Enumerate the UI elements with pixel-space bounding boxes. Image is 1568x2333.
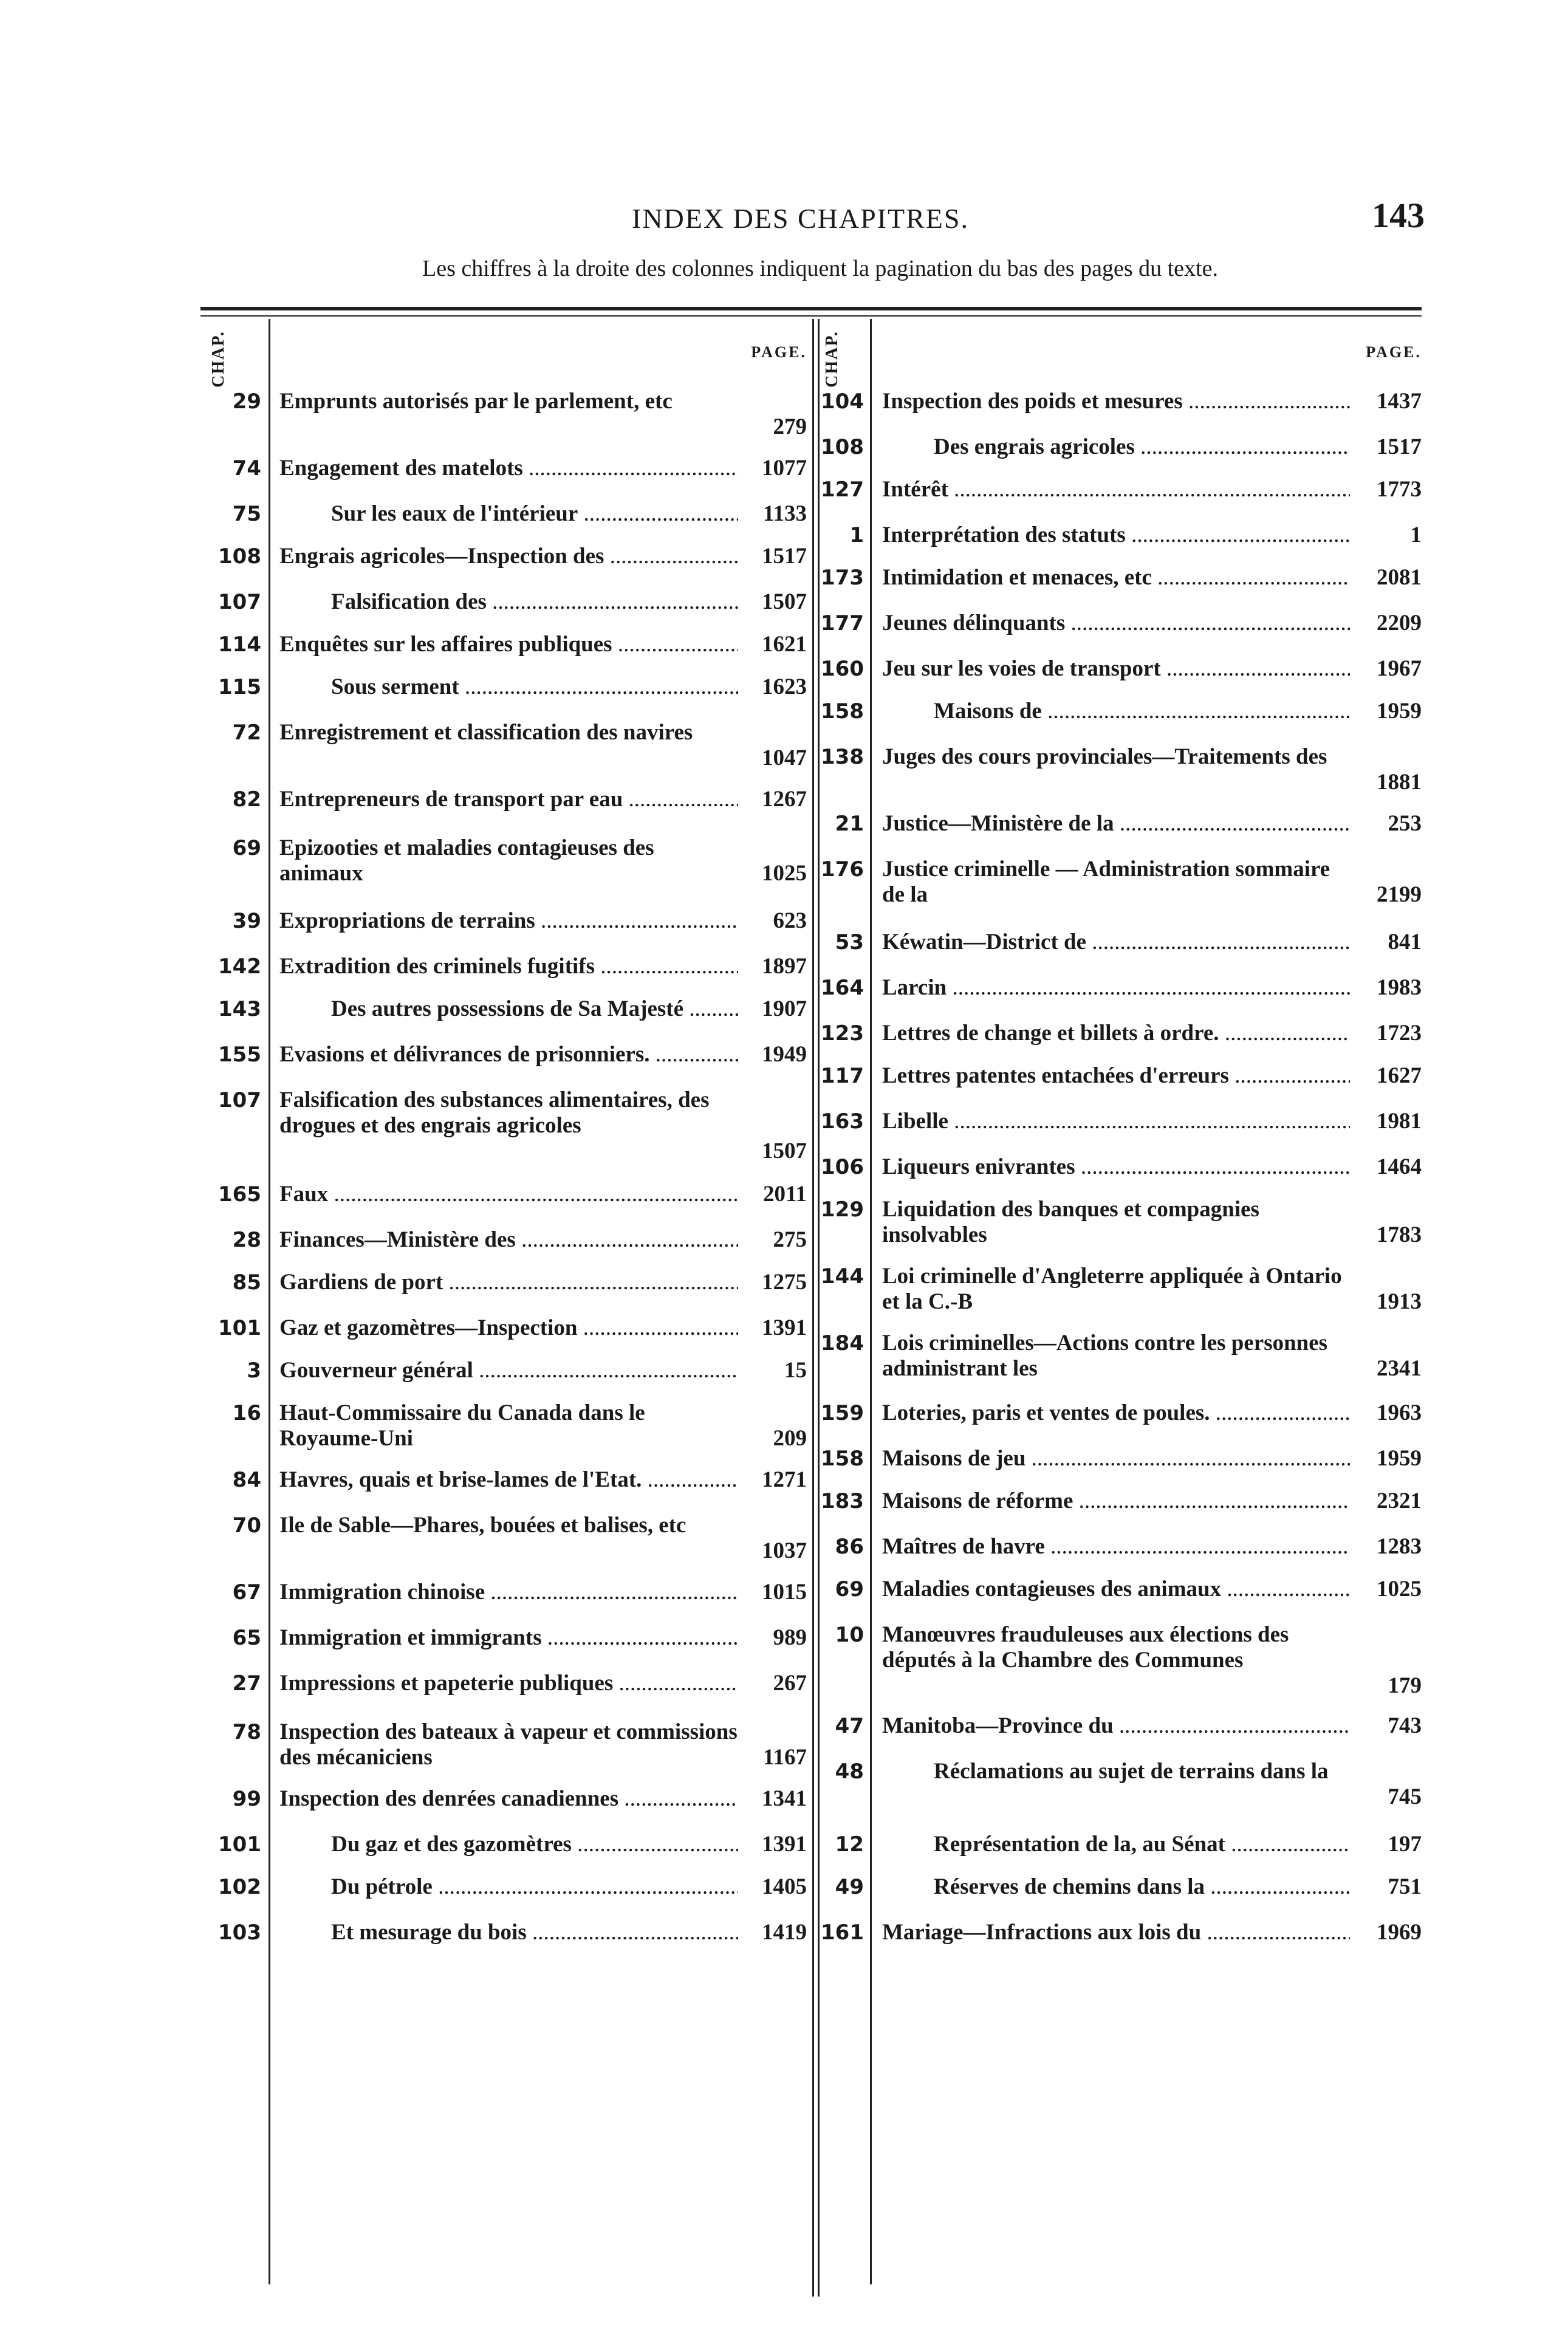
chapter-number: 65 — [232, 1626, 261, 1650]
entry-title: Emprunts autorisés par le parlement, etc — [279, 389, 673, 414]
entry-title: Interprétation des statuts ..... — [882, 522, 1350, 548]
chapter-number: 158 — [821, 699, 864, 724]
page-reference: 1981 — [1377, 1109, 1422, 1134]
left-index-row — [200, 1671, 814, 1696]
entry-title: Réclamations au sujet de terrains dans la — [934, 1759, 1329, 1784]
page-column-header: PAGE. — [1366, 343, 1422, 361]
left-index-row — [200, 1042, 814, 1067]
chapter-number: 74 — [232, 456, 261, 481]
left-index-row — [200, 720, 814, 771]
chapter-number: 47 — [835, 1714, 864, 1738]
page-reference: 2011 — [763, 1182, 807, 1207]
chapter-number: 165 — [218, 1182, 261, 1207]
chapter-number: 16 — [232, 1401, 261, 1425]
entry-title: Inspection des denrées canadiennes ..... — [279, 1786, 738, 1812]
page-reference: 745 — [1388, 1784, 1422, 1809]
chapter-number: 101 — [218, 1316, 261, 1340]
right-index-row — [814, 656, 1428, 682]
page-reference: 1621 — [762, 632, 807, 657]
entry-title: Sur les eaux de l'intérieur ..... — [279, 501, 738, 527]
page-reference: 1167 — [763, 1745, 807, 1770]
entry-title: Falsification des ..... — [279, 589, 738, 615]
chapter-number: 155 — [218, 1043, 261, 1067]
chapter-number: 161 — [821, 1920, 864, 1945]
chapter-number: 108 — [821, 435, 864, 459]
left-index-row — [200, 544, 814, 569]
chap-header-label: CHAP. — [823, 331, 841, 388]
entry-title: Représentation de la, au Sénat ..... — [882, 1832, 1350, 1857]
right-index-row — [814, 477, 1428, 502]
chapter-number: 86 — [835, 1535, 864, 1559]
page-number: 143 — [1372, 196, 1425, 235]
right-index-row — [814, 1759, 1428, 1810]
right-index-row — [814, 1446, 1428, 1471]
right-index-row — [814, 611, 1428, 636]
chap-column-header — [200, 319, 237, 392]
entry-title: Justice criminelle — Administration sommaire de la — [882, 857, 1330, 907]
right-index-row — [814, 1021, 1428, 1046]
chapter-number: 108 — [218, 544, 261, 569]
left-index-row — [200, 1580, 814, 1605]
entry-title: Haut-Commissaire du Canada dans le Royaume-Uni — [279, 1400, 645, 1451]
page-reference: 1419 — [762, 1920, 807, 1945]
right-index-row — [814, 1577, 1428, 1602]
left-index-row — [200, 589, 814, 615]
entry-title: Evasions et délivrances de prisonniers. ..... — [279, 1042, 738, 1067]
page-reference: 841 — [1388, 930, 1422, 954]
page-reference: 1723 — [1377, 1021, 1422, 1046]
page-reference: 751 — [1388, 1874, 1422, 1899]
chapter-number: 101 — [218, 1832, 261, 1857]
left-index-row — [200, 1719, 814, 1770]
entry-title: Mariage—Infractions aux lois du ..... — [882, 1920, 1350, 1945]
entry-title: Gouverneur général ..... — [279, 1358, 738, 1383]
entry-title: Réserves de chemins dans la ..... — [882, 1874, 1350, 1900]
chapter-number: 106 — [821, 1155, 864, 1179]
right-index-row — [814, 744, 1428, 795]
chapter-number: 48 — [835, 1759, 864, 1784]
entry-title: Larcin ..... — [882, 975, 1350, 1001]
chapter-number: 115 — [218, 675, 261, 699]
chapter-number: 142 — [218, 954, 261, 979]
chapter-number: 127 — [821, 478, 864, 502]
page-reference: 1949 — [762, 1042, 807, 1067]
page-reference: 1773 — [1377, 477, 1422, 502]
page-reference: 1507 — [762, 589, 807, 614]
page-reference: 623 — [773, 908, 807, 933]
chapter-number: 78 — [232, 1720, 261, 1744]
entry-title: Manitoba—Province du ..... — [882, 1713, 1350, 1739]
entry-title: Inspection des bateaux à vapeur et commissions des mécaniciens — [279, 1719, 738, 1770]
page-reference: 743 — [1388, 1713, 1422, 1738]
right-index-row — [814, 1063, 1428, 1089]
page-reference: 2321 — [1377, 1489, 1422, 1513]
left-index-row — [200, 1832, 814, 1857]
left-index-row — [200, 1467, 814, 1493]
entry-title: Lois criminelles—Actions contre les personnes administrant les — [882, 1331, 1328, 1381]
chapter-number: 177 — [821, 611, 864, 635]
entry-title: Jeunes délinquants ..... — [882, 611, 1350, 636]
right-index-row — [814, 930, 1428, 955]
right-index-row — [814, 1713, 1428, 1739]
entry-title: Expropriations de terrains ..... — [279, 908, 738, 934]
chapter-number: 144 — [821, 1264, 864, 1289]
right-column — [814, 319, 1428, 2297]
entry-title: Maîtres de havre ..... — [882, 1534, 1350, 1560]
left-index-row — [200, 1786, 814, 1812]
entry-title: Sous serment ..... — [279, 674, 738, 700]
page-reference: 1517 — [1377, 434, 1422, 459]
right-index-row — [814, 434, 1428, 460]
entry-title: Maisons de jeu ..... — [882, 1446, 1350, 1471]
chapter-number: 3 — [247, 1358, 261, 1383]
entry-title: Extradition des criminels fugitifs ..... — [279, 954, 738, 979]
chapter-number: 183 — [821, 1489, 864, 1513]
entry-title: Engrais agricoles—Inspection des ..... — [279, 544, 738, 569]
page-reference: 1913 — [1377, 1289, 1422, 1314]
right-index-row — [814, 1154, 1428, 1180]
chapter-number: 72 — [232, 721, 261, 745]
left-index-row — [200, 1088, 814, 1164]
entry-title: Intérêt ..... — [882, 477, 1350, 502]
left-index-row — [200, 1315, 814, 1341]
chapter-number: 53 — [835, 930, 864, 954]
page-reference: 1133 — [763, 501, 807, 526]
page-reference: 1077 — [762, 456, 807, 481]
chapter-number: 104 — [821, 389, 864, 414]
page-reference: 209 — [773, 1426, 807, 1451]
entry-title: Maisons de réforme ..... — [882, 1489, 1350, 1514]
chapter-number: 129 — [821, 1197, 864, 1222]
chapter-number: 10 — [835, 1623, 864, 1647]
entry-title: Entrepreneurs de transport par eau ..... — [279, 787, 738, 812]
page-reference: 1025 — [762, 861, 807, 886]
left-index-row — [200, 456, 814, 481]
page-reference: 1963 — [1377, 1400, 1422, 1425]
entry-title: Gardiens de port ..... — [279, 1270, 738, 1295]
chapter-number: 70 — [232, 1513, 261, 1538]
page-reference: 1275 — [762, 1270, 807, 1295]
entry-title: Du gaz et des gazomètres ..... — [279, 1832, 738, 1857]
entry-title: Des autres possessions de Sa Majesté ..... — [279, 996, 738, 1022]
page-reference: 1783 — [1377, 1222, 1422, 1247]
entry-title: Havres, quais et brise-lames de l'Etat. ..... — [279, 1467, 738, 1493]
chapter-number: 85 — [232, 1270, 261, 1295]
entry-title: Juges des cours provinciales—Traitements des — [882, 744, 1327, 769]
entry-title: Epizooties et maladies contagieuses des animaux — [279, 835, 654, 886]
left-index-row — [200, 1227, 814, 1253]
chapter-number: 27 — [232, 1671, 261, 1696]
page-reference: 15 — [784, 1358, 807, 1383]
page-reference: 1959 — [1377, 1446, 1422, 1471]
entry-title: Du pétrole ..... — [279, 1874, 738, 1900]
chapter-number: 107 — [218, 1088, 261, 1112]
page-reference: 1969 — [1377, 1920, 1422, 1945]
chapter-number: 28 — [232, 1228, 261, 1252]
chapter-number: 1 — [849, 523, 864, 547]
page-title: INDEX DES CHAPITRES. — [632, 203, 969, 234]
page-reference: 1959 — [1377, 699, 1422, 724]
page-reference: 1391 — [762, 1315, 807, 1340]
chapter-number: 21 — [835, 812, 864, 836]
right-index-row — [814, 1264, 1428, 1315]
right-index-row — [814, 522, 1428, 548]
entry-title: Intimidation et menaces, etc ..... — [882, 565, 1350, 591]
page-reference: 2341 — [1377, 1356, 1422, 1381]
page-reference: 1437 — [1377, 389, 1422, 414]
entry-title: Immigration chinoise ..... — [279, 1580, 738, 1605]
left-index-row — [200, 835, 814, 886]
left-column — [200, 319, 814, 2297]
left-index-row — [200, 1182, 814, 1207]
page-reference: 1 — [1410, 522, 1422, 547]
right-index-row — [814, 1622, 1428, 1699]
chapter-number: 12 — [835, 1832, 864, 1857]
left-index-row — [200, 1920, 814, 1945]
right-index-row — [814, 565, 1428, 591]
chapter-number: 158 — [821, 1447, 864, 1471]
left-index-row — [200, 908, 814, 934]
page-reference: 1271 — [762, 1467, 807, 1492]
page-reference: 1897 — [762, 954, 807, 979]
entry-title: Lettres de change et billets à ordre. ..... — [882, 1021, 1350, 1046]
chapter-number: 173 — [821, 566, 864, 590]
page-reference: 1907 — [762, 996, 807, 1021]
page-reference: 1405 — [762, 1874, 807, 1899]
chapter-number: 29 — [232, 389, 261, 414]
right-index-row — [814, 1489, 1428, 1514]
entry-title: Faux ..... — [279, 1182, 738, 1207]
chapter-number: 160 — [821, 657, 864, 681]
chapter-number: 143 — [218, 997, 261, 1021]
left-index-row — [200, 1625, 814, 1651]
entry-title: Enquêtes sur les affaires publiques ..... — [279, 632, 738, 657]
page-reference: 2209 — [1377, 611, 1422, 635]
page-reference: 279 — [773, 414, 807, 439]
right-index-row — [814, 1534, 1428, 1560]
right-index-row — [814, 1920, 1428, 1945]
entry-title: Falsification des substances alimentaires, des drogues et des engrais agricoles — [279, 1088, 710, 1138]
left-index-row — [200, 1270, 814, 1295]
chapter-number: 163 — [821, 1109, 864, 1134]
entry-title: Lettres patentes entachées d'erreurs ..... — [882, 1063, 1350, 1089]
entry-title: Inspection des poids et mesures ..... — [882, 389, 1350, 414]
page-reference: 267 — [773, 1671, 807, 1696]
chapter-number: 107 — [218, 590, 261, 614]
right-index-row — [814, 699, 1428, 724]
entry-title: Liquidation des banques et compagnies insolvables — [882, 1197, 1259, 1247]
entry-title: Engagement des matelots ..... — [279, 456, 738, 481]
page-reference: 1283 — [1377, 1534, 1422, 1559]
entry-title: Gaz et gazomètres—Inspection ..... — [279, 1315, 738, 1341]
left-index-row — [200, 674, 814, 700]
entry-title: Immigration et immigrants ..... — [279, 1625, 738, 1651]
entry-title: Des engrais agricoles ..... — [882, 434, 1350, 460]
left-index-row — [200, 1513, 814, 1564]
page-reference: 1507 — [762, 1139, 807, 1163]
left-index-row — [200, 501, 814, 527]
left-index-row — [200, 1874, 814, 1900]
chap-header-label: CHAP. — [209, 331, 228, 388]
entry-title: Finances—Ministère des ..... — [279, 1227, 738, 1253]
right-index-row — [814, 811, 1428, 837]
left-index-row — [200, 389, 814, 440]
entry-title: Jeu sur les voies de transport ..... — [882, 656, 1350, 682]
page-reference: 1881 — [1377, 770, 1422, 795]
page-reference: 1267 — [762, 787, 807, 812]
page-reference: 1517 — [762, 544, 807, 569]
entry-title: Maladies contagieuses des animaux ..... — [882, 1577, 1350, 1602]
right-index-row — [814, 1832, 1428, 1857]
chapter-number: 184 — [821, 1331, 864, 1355]
entry-title: Enregistrement et classification des navires — [279, 720, 693, 745]
chapter-number: 103 — [218, 1920, 261, 1945]
chapter-number: 49 — [835, 1875, 864, 1899]
right-index-row — [814, 1874, 1428, 1900]
chapter-number: 99 — [232, 1787, 261, 1811]
page-reference: 1967 — [1377, 656, 1422, 681]
page-reference: 1037 — [762, 1538, 807, 1563]
entry-title: Liqueurs enivrantes ..... — [882, 1154, 1350, 1180]
right-index-row — [814, 1197, 1428, 1248]
left-index-row — [200, 954, 814, 979]
right-index-row — [814, 1109, 1428, 1134]
chapter-number: 39 — [232, 909, 261, 933]
page-column-header: PAGE. — [751, 343, 807, 361]
page-reference: 197 — [1388, 1832, 1422, 1857]
page-reference: 1025 — [1377, 1577, 1422, 1602]
page-reference: 1627 — [1377, 1063, 1422, 1088]
entry-title: Kéwatin—District de ..... — [882, 930, 1350, 955]
left-index-row — [200, 1400, 814, 1451]
chapter-number: 138 — [821, 745, 864, 769]
page-reference: 275 — [773, 1227, 807, 1252]
right-index-row — [814, 1400, 1428, 1426]
entry-title: Justice—Ministère de la ..... — [882, 811, 1350, 837]
page-reference: 1015 — [762, 1580, 807, 1605]
page-reference: 253 — [1388, 811, 1422, 836]
top-rule-thin — [200, 315, 1422, 317]
right-index-row — [814, 975, 1428, 1001]
chapter-number: 69 — [835, 1577, 864, 1602]
right-index-row — [814, 1331, 1428, 1382]
page-reference: 1464 — [1377, 1154, 1422, 1179]
left-index-row — [200, 1358, 814, 1383]
chapter-number: 84 — [232, 1468, 261, 1492]
chapter-number: 102 — [218, 1875, 261, 1899]
page-reference: 2199 — [1377, 882, 1422, 907]
chapter-number: 123 — [821, 1021, 864, 1046]
page-reference: 1983 — [1377, 975, 1422, 1000]
page-header — [0, 191, 1568, 240]
page-reference: 1391 — [762, 1832, 807, 1857]
chapter-number: 164 — [821, 976, 864, 1000]
page-reference: 1623 — [762, 674, 807, 699]
page-reference: 1341 — [762, 1786, 807, 1811]
page-reference: 2081 — [1377, 565, 1422, 590]
entry-title: Libelle ..... — [882, 1109, 1350, 1134]
entry-title: Loi criminelle d'Angleterre appliquée à Ontario et la C.-B — [882, 1264, 1342, 1314]
subtitle-note: Les chiffres à la droite des colonnes indiquent la pagination du bas des pages du texte. — [422, 256, 1218, 281]
chapter-number: 114 — [218, 632, 261, 657]
entry-title: Manœuvres frauduleuses aux élections des députés à la Chambre des Communes — [882, 1622, 1289, 1673]
chapter-number: 67 — [232, 1580, 261, 1605]
chapter-number: 75 — [232, 502, 261, 526]
left-index-row — [200, 996, 814, 1022]
chapter-number: 159 — [821, 1401, 864, 1425]
page-reference: 1047 — [762, 745, 807, 770]
top-rule — [200, 307, 1422, 310]
right-index-row — [814, 389, 1428, 414]
chapter-number: 82 — [232, 787, 261, 812]
entry-title: Maisons de ..... — [882, 699, 1350, 724]
entry-title: Impressions et papeterie publiques ..... — [279, 1671, 738, 1696]
chapter-number: 69 — [232, 836, 261, 860]
chapter-number: 176 — [821, 857, 864, 882]
chap-column-header — [814, 319, 851, 392]
page-reference: 179 — [1388, 1673, 1422, 1698]
entry-title: Ile de Sable—Phares, bouées et balises, etc — [279, 1513, 686, 1538]
left-index-row — [200, 632, 814, 657]
page-reference: 989 — [773, 1625, 807, 1650]
left-index-row — [200, 787, 814, 812]
entry-title: Loteries, paris et ventes de poules. ..... — [882, 1400, 1350, 1426]
right-index-row — [814, 857, 1428, 908]
chapter-number: 117 — [821, 1064, 864, 1088]
entry-title: Et mesurage du bois ..... — [279, 1920, 738, 1945]
